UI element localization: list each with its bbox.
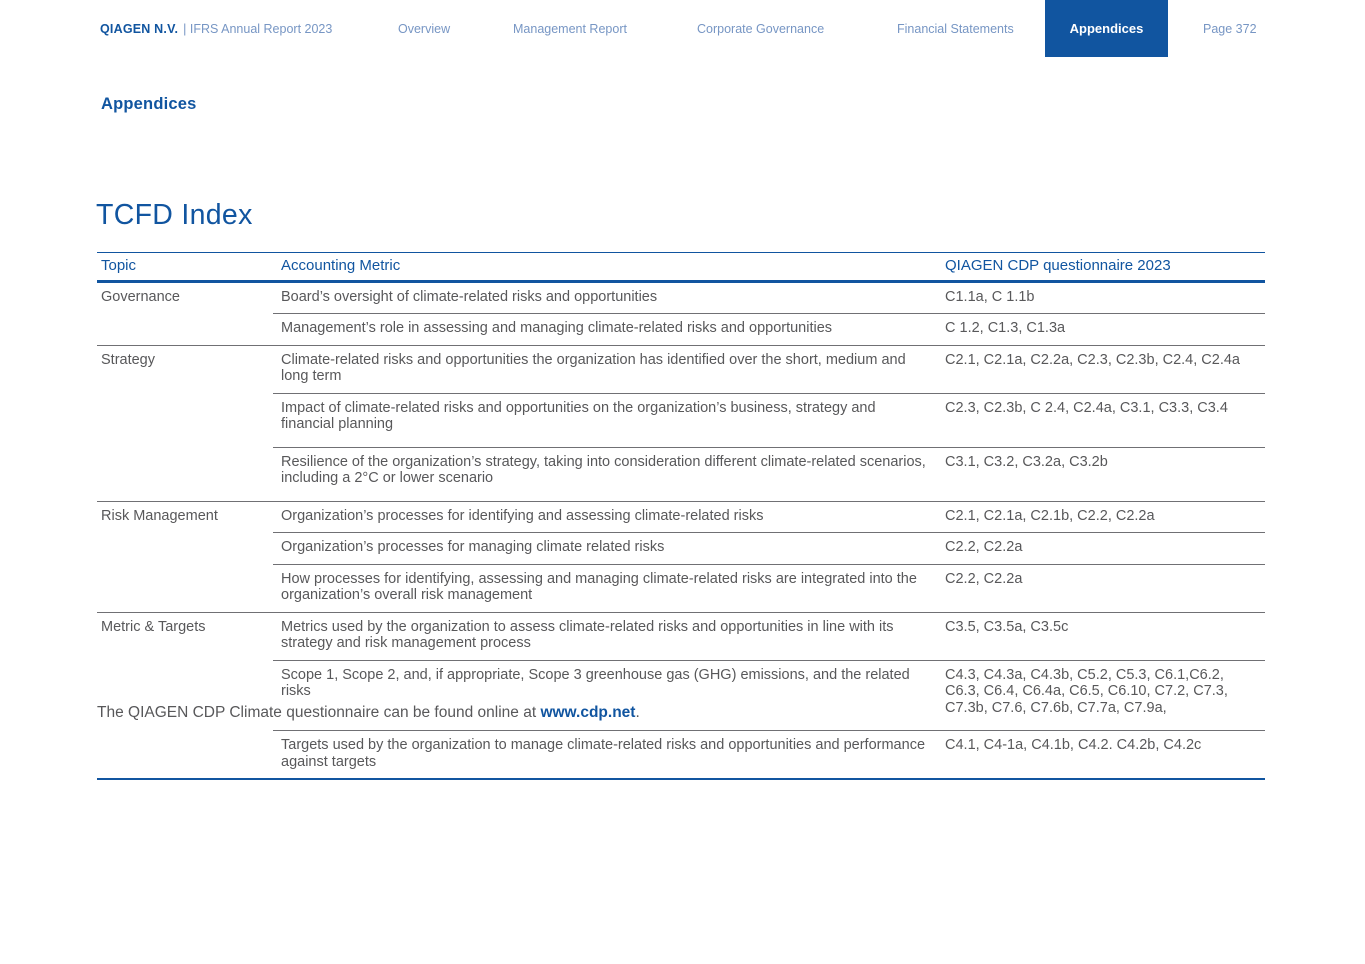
accounting-metric-cell: Board’s oversight of climate-related risks and opportunities xyxy=(281,288,658,305)
accounting-metric-cell: Scope 1, Scope 2, and, if appropriate, Scope 3 greenhouse gas (GHG) emissions, and the related risks xyxy=(281,666,910,699)
topic-cell: Governance xyxy=(101,288,180,305)
column-header-cdp-questionnaire: QIAGEN CDP questionnaire 2023 xyxy=(945,257,1171,274)
accounting-metric-cell: Targets used by the organization to manage climate-related risks and opportunities and performance against targets xyxy=(281,737,926,770)
topic-cell: Metric & Targets xyxy=(101,618,206,635)
nav-item-management-report[interactable]: Management Report xyxy=(513,21,627,36)
table-row xyxy=(273,613,1265,661)
cdp-questionnaire-cell: C2.3, C2.3b, C 2.4, C2.4a, C3.1, C3.3, C3.4 xyxy=(945,399,1228,416)
cdp-questionnaire-cell: C2.1, C2.1a, C2.1b, C2.2, C2.2a xyxy=(945,507,1155,524)
cdp-questionnaire-cell: C3.1, C3.2, C3.2a, C3.2b xyxy=(945,453,1108,470)
cdp-net-link[interactable]: www.cdp.net xyxy=(540,704,636,721)
cdp-questionnaire-cell: C1.1a, C 1.1b xyxy=(945,288,1035,305)
cdp-questionnaire-cell: C4.1, C4-1a, C4.1b, C4.2. C4.2b, C4.2c xyxy=(945,737,1202,753)
accounting-metric-cell: Climate-related risks and opportunities the organization has identified over the short, medium and long term xyxy=(281,351,906,384)
accounting-metric-cell: How processes for identifying, assessing and managing climate-related risks are integrated into the organization’s overall risk management xyxy=(281,570,917,603)
section-label: Appendices xyxy=(101,95,197,113)
table-header-row xyxy=(97,253,1265,283)
page-title: TCFD Index xyxy=(96,199,253,231)
table-row xyxy=(273,448,1265,501)
group-rows xyxy=(273,346,1265,501)
footer-note xyxy=(97,704,640,722)
accounting-metric-cell: Management’s role in assessing and managing climate-related risks and opportunities xyxy=(281,320,833,336)
nav-item-financial-statements[interactable]: Financial Statements xyxy=(897,21,1014,36)
cdp-questionnaire-cell: C2.1, C2.1a, C2.2a, C2.3, C2.3b, C2.4, C2.4a xyxy=(945,351,1240,368)
table-row xyxy=(273,346,1265,394)
footer-text: The QIAGEN CDP Climate questionnaire can be found online at xyxy=(97,704,541,721)
group-rows xyxy=(273,613,1265,779)
brand-report-title: | IFRS Annual Report 2023 xyxy=(183,21,333,36)
cdp-questionnaire-cell: C3.5, C3.5a, C3.5c xyxy=(945,618,1069,635)
footer-period: . xyxy=(635,704,640,721)
table-group-metric-targets xyxy=(97,613,1265,779)
cdp-questionnaire-cell: C2.2, C2.2a xyxy=(945,570,1023,587)
accounting-metric-cell: Resilience of the organization’s strategy, taking into consideration different climate-related scenarios, including a 2°C or lower scenario xyxy=(281,453,926,486)
table-row xyxy=(273,731,1265,778)
table-row xyxy=(273,283,1265,315)
accounting-metric-cell: Metrics used by the organization to assess climate-related risks and opportunities in line with its strategy and risk management process xyxy=(281,618,894,651)
table-row xyxy=(273,565,1265,612)
brand-name: QIAGEN N.V. xyxy=(100,21,179,36)
column-header-topic: Topic xyxy=(101,257,137,274)
cdp-questionnaire-cell: C4.3, C4.3a, C4.3b, C5.2, C5.3, C6.1,C6.2, C6.3, C6.4, C6.4a, C6.5, C6.10, C7.2, C7.3, C7.3b, C7.6, C7.6b, C7.7a, C7.9a, xyxy=(945,666,1228,716)
nav-item-corporate-governance[interactable]: Corporate Governance xyxy=(697,21,825,36)
top-navigation xyxy=(0,0,1365,57)
topic-cell: Strategy xyxy=(101,351,155,368)
table-group-governance xyxy=(97,283,1265,346)
column-header-accounting-metric: Accounting Metric xyxy=(281,257,401,274)
cdp-questionnaire-cell: C 1.2, C1.3, C1.3a xyxy=(945,320,1066,336)
nav-item-appendices-active[interactable]: Appendices xyxy=(1045,0,1168,57)
group-rows xyxy=(273,502,1265,612)
table-row xyxy=(273,394,1265,448)
accounting-metric-cell: Impact of climate-related risks and opportunities on the organization’s business, strategy and financial planning xyxy=(281,399,876,432)
page-number-label: Page 372 xyxy=(1203,21,1257,36)
table-row xyxy=(273,314,1265,345)
table-group-risk-management xyxy=(97,502,1265,613)
topic-cell: Risk Management xyxy=(101,507,218,524)
table-group-strategy xyxy=(97,346,1265,502)
table-row xyxy=(273,502,1265,534)
cdp-questionnaire-cell: C2.2, C2.2a xyxy=(945,539,1023,555)
nav-item-overview[interactable]: Overview xyxy=(398,21,451,36)
tcfd-index-table xyxy=(97,252,1265,780)
accounting-metric-cell: Organization’s processes for identifying and assessing climate-related risks xyxy=(281,507,764,524)
table-row xyxy=(273,533,1265,565)
group-rows xyxy=(273,283,1265,345)
accounting-metric-cell: Organization’s processes for managing climate related risks xyxy=(281,539,665,555)
